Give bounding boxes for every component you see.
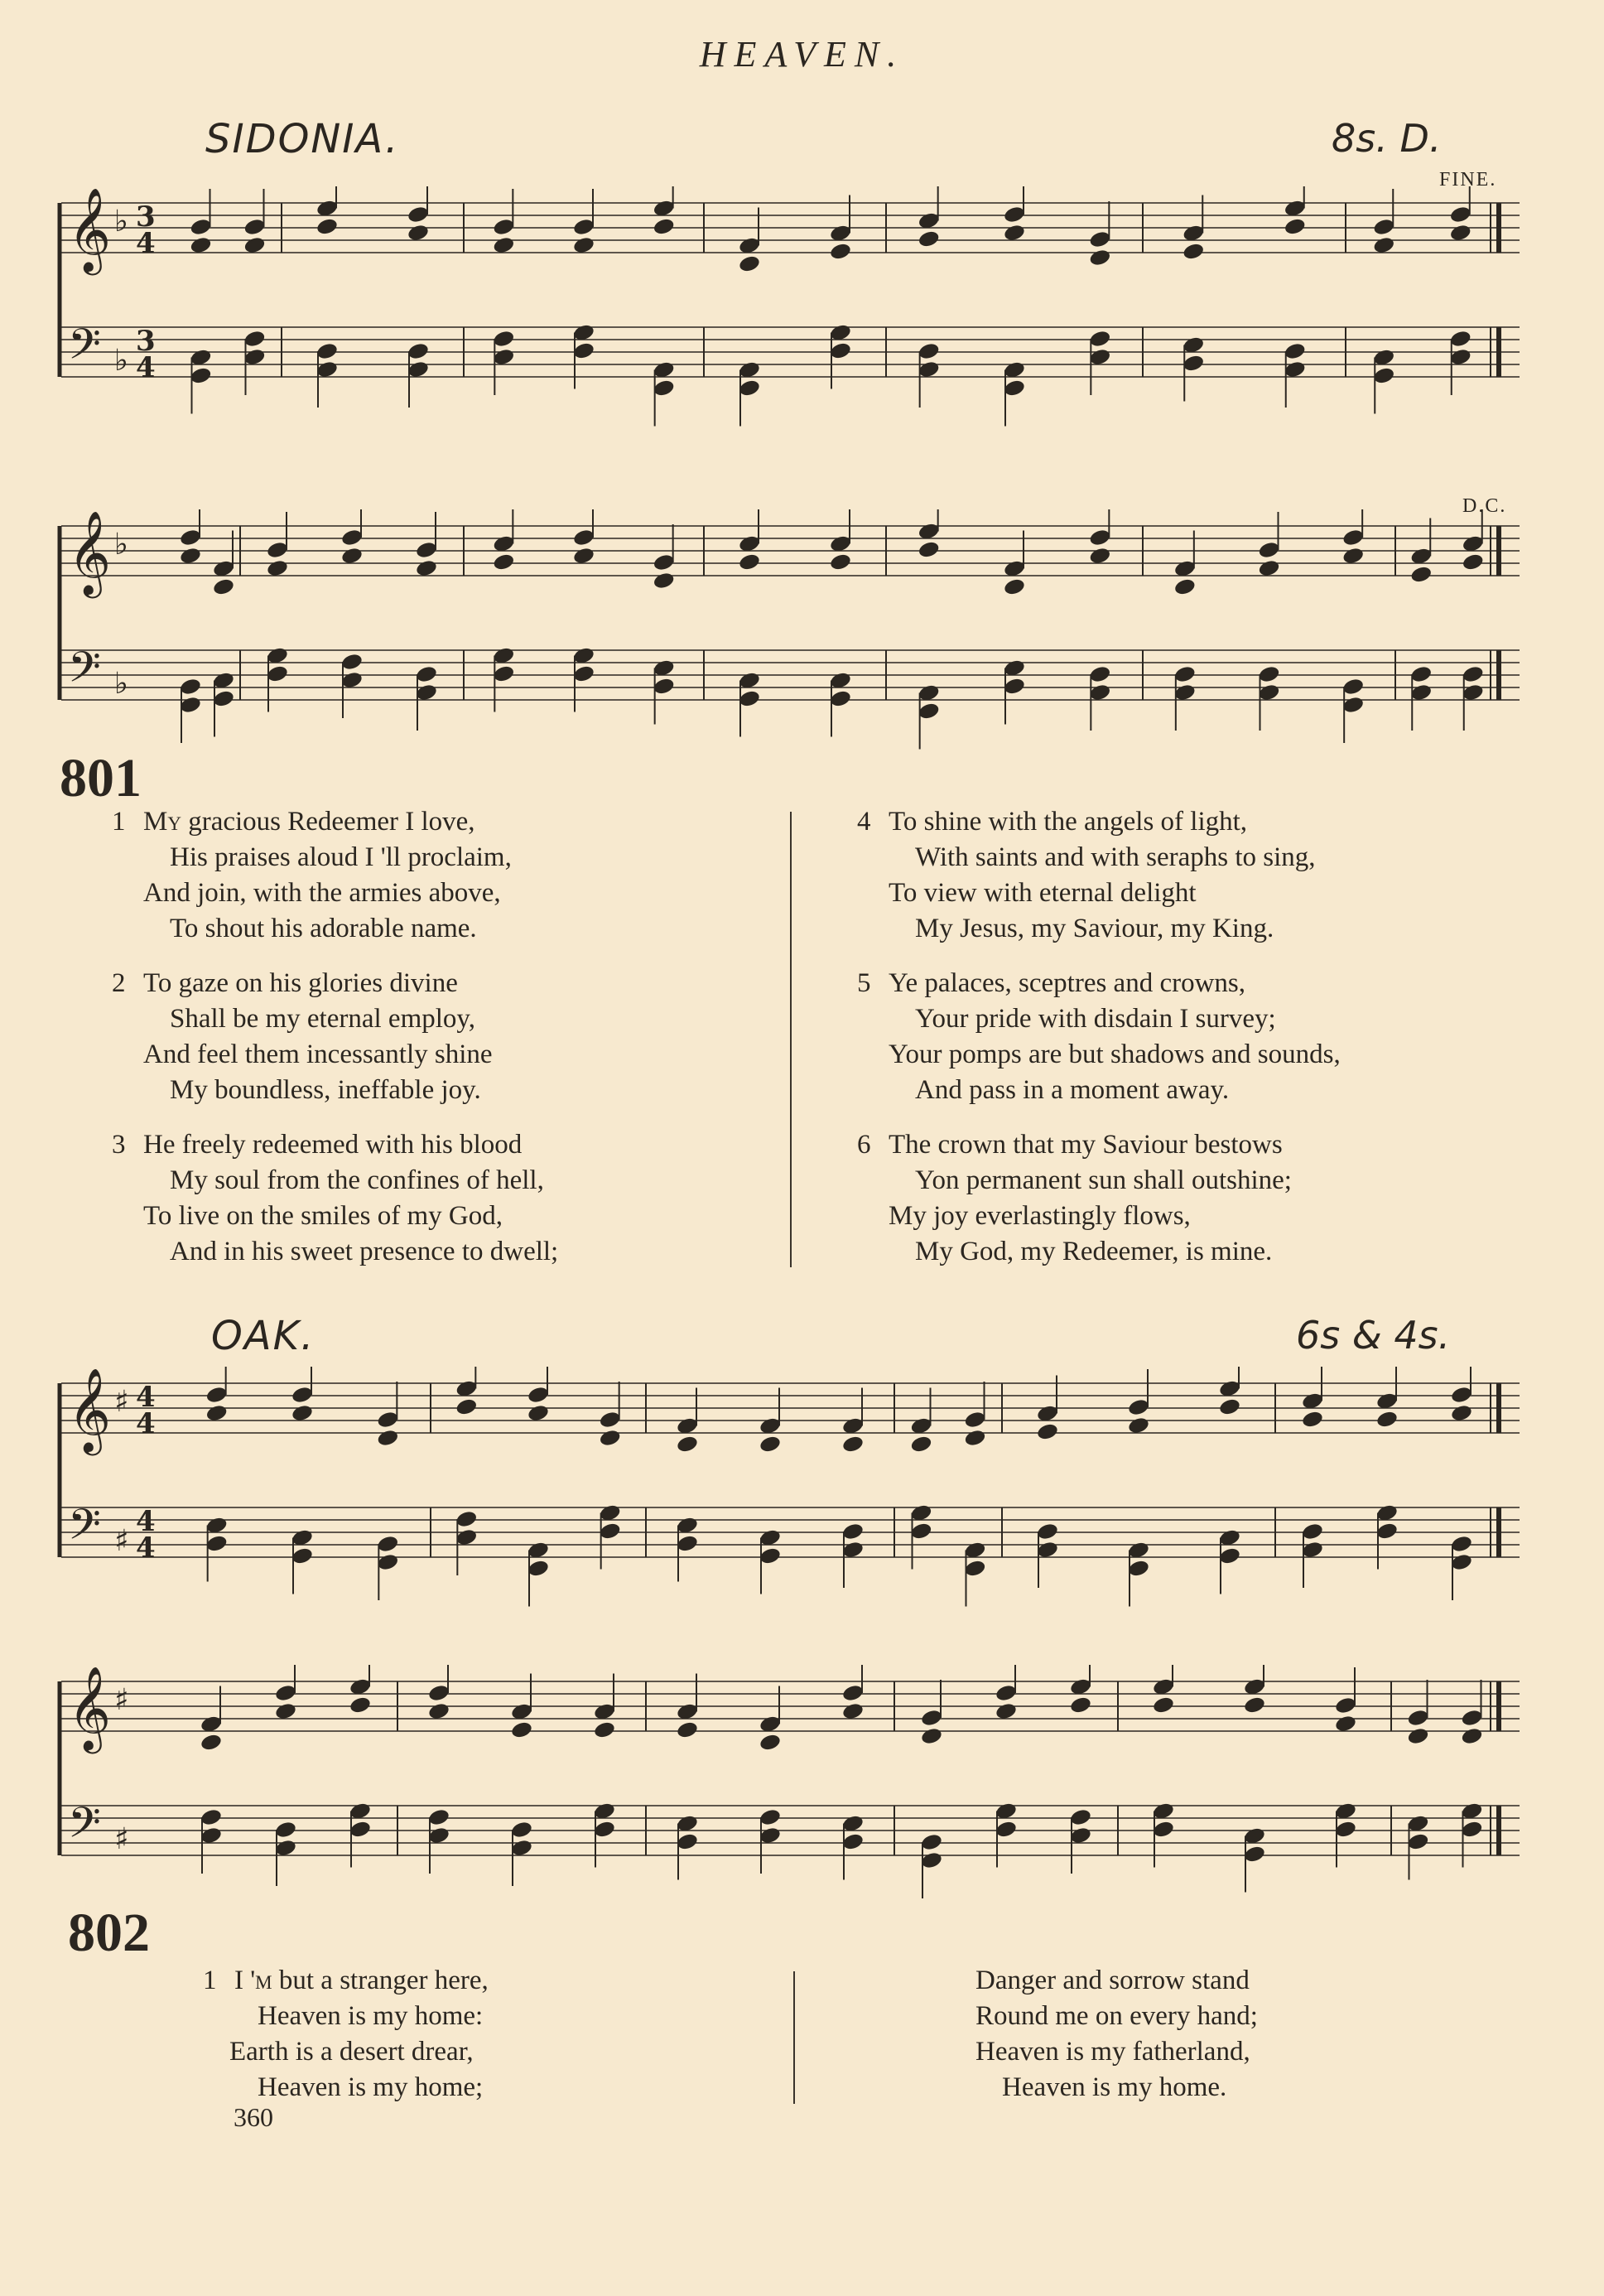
note-head <box>1334 1714 1357 1733</box>
note-head <box>274 1701 297 1720</box>
note-head <box>593 1820 616 1839</box>
note-head <box>1460 1820 1483 1839</box>
stanza-801-4 <box>857 804 1316 947</box>
note-head <box>376 1410 399 1429</box>
note-head <box>1152 1820 1175 1839</box>
note-head <box>492 217 515 236</box>
note-head <box>1182 354 1205 373</box>
note-head <box>407 205 430 224</box>
stanza-line: Heaven is my fatherland, <box>975 2037 1250 2067</box>
note-head <box>1003 379 1026 398</box>
note-head <box>920 1708 943 1727</box>
note-head <box>653 677 676 696</box>
note-head <box>593 1720 616 1739</box>
note-head <box>212 689 235 708</box>
key-signature: ♭ <box>114 344 128 378</box>
note-head <box>1462 664 1485 683</box>
note-head <box>1088 248 1111 267</box>
note-head <box>1450 1385 1473 1404</box>
note-head <box>1257 540 1280 559</box>
note-head <box>1406 1708 1429 1727</box>
stanza-number: 2 <box>112 968 126 998</box>
note-head <box>653 217 676 236</box>
tune-meter-oak: 6s & 4s. <box>1296 1313 1451 1358</box>
note-head <box>738 689 761 708</box>
note-head <box>1341 695 1365 714</box>
bass-staff <box>61 319 1520 427</box>
note-head <box>415 683 438 702</box>
note-head <box>1375 1410 1399 1429</box>
note-head <box>1088 229 1111 248</box>
stanza-line: And in his sweet presence to dwell; <box>170 1237 559 1266</box>
note-head <box>407 359 430 379</box>
treble-clef-icon: 𝄞 <box>68 509 112 595</box>
note-head <box>759 1733 782 1752</box>
note-head <box>572 217 595 236</box>
note-head <box>841 1522 865 1541</box>
note-head <box>1284 359 1307 379</box>
note-head <box>200 1733 223 1752</box>
note-head <box>407 341 430 360</box>
note-head <box>1088 329 1111 348</box>
note-head <box>316 217 339 236</box>
stanza-line: He freely redeemed with his blood <box>143 1130 523 1160</box>
note-head <box>1462 552 1485 572</box>
note-head <box>266 540 289 559</box>
note-head <box>918 359 941 379</box>
note-head <box>510 1838 533 1857</box>
note-head <box>1341 677 1365 696</box>
note-head <box>291 1403 314 1422</box>
bass-clef-icon: 𝄢 <box>68 1797 101 1858</box>
note-head <box>510 1820 533 1839</box>
note-head <box>1301 1410 1324 1429</box>
note-head <box>1036 1422 1059 1441</box>
note-head <box>1375 1522 1399 1541</box>
note-head <box>455 1397 478 1416</box>
note-head <box>455 1509 478 1528</box>
note-head <box>1152 1695 1175 1715</box>
note-head <box>340 670 364 689</box>
note-head <box>1301 1540 1324 1559</box>
note-head <box>189 235 212 254</box>
note-head <box>653 571 676 590</box>
note-head <box>1173 577 1197 596</box>
note-head <box>266 558 289 577</box>
note-head <box>759 1546 782 1565</box>
music-system-sidonia-1 <box>50 186 1532 443</box>
note-head <box>200 1807 223 1826</box>
stanza-802-2 <box>975 1963 1258 2105</box>
note-head <box>415 558 438 577</box>
bass-clef-icon: 𝄢 <box>68 319 101 379</box>
bass-staff <box>61 1797 1520 1898</box>
note-head <box>1003 577 1026 596</box>
note-head <box>1173 683 1197 702</box>
note-head <box>963 1428 986 1447</box>
stanza-801-1 <box>112 804 512 947</box>
stanza-801-2 <box>112 966 493 1108</box>
note-head <box>918 229 941 248</box>
note-head <box>212 577 235 596</box>
note-head <box>243 329 266 348</box>
note-head <box>1069 1807 1092 1826</box>
note-head <box>759 1435 782 1454</box>
note-head <box>995 1820 1018 1839</box>
note-head <box>841 1435 865 1454</box>
note-head <box>918 540 941 559</box>
treble-staff <box>61 186 1520 276</box>
note-head <box>1257 558 1280 577</box>
stanza-line: Ye palaces, sceptres and crowns, <box>889 968 1246 998</box>
music-system-sidonia-2 <box>50 509 1532 766</box>
stanza-802-1 <box>203 1963 489 2105</box>
note-head <box>189 366 212 385</box>
key-signature: ♯ <box>114 1385 129 1419</box>
note-head <box>829 242 852 261</box>
dc-mark: D.C. <box>1462 495 1507 517</box>
note-head <box>738 552 761 572</box>
note-head <box>653 379 676 398</box>
note-head <box>676 1720 699 1739</box>
stanza-801-5 <box>857 966 1341 1108</box>
note-head <box>316 341 339 360</box>
note-head <box>599 1410 622 1429</box>
note-head <box>920 1832 943 1851</box>
bass-clef-icon: 𝄢 <box>68 642 101 702</box>
note-head <box>1036 1522 1059 1541</box>
note-head <box>274 1838 297 1857</box>
bass-clef-icon: 𝄢 <box>68 1499 101 1560</box>
treble-clef-icon: 𝄞 <box>68 1367 112 1452</box>
stanza-line: And pass in a moment away. <box>915 1075 1230 1105</box>
note-head <box>1372 217 1395 236</box>
stanza-line: Your pride with disdain I survey; <box>915 1004 1276 1034</box>
stanza-line: Yon permanent sun shall outshine; <box>915 1165 1292 1195</box>
note-head <box>205 1403 229 1422</box>
page-number: 360 <box>234 2102 273 2132</box>
note-head <box>1372 366 1395 385</box>
note-head <box>1003 223 1026 242</box>
note-head <box>1450 1552 1473 1571</box>
note-head <box>920 1726 943 1745</box>
note-head <box>349 1820 372 1839</box>
note-head <box>1334 1820 1357 1839</box>
note-head <box>759 1807 782 1826</box>
stanza-line: Heaven is my home; <box>258 2072 484 2102</box>
fine-mark: FINE. <box>1439 169 1497 191</box>
note-head <box>492 347 515 366</box>
note-head <box>1069 1826 1092 1845</box>
stanza-line: Heaven is my home: <box>258 2001 484 2031</box>
note-head <box>492 552 515 572</box>
time-signature-bottom: 4 <box>136 351 156 384</box>
stanza-line: My joy everlastingly flows, <box>889 1201 1191 1231</box>
note-head <box>1088 528 1111 547</box>
note-head <box>340 652 364 671</box>
note-head <box>1243 1695 1266 1715</box>
stanza-line: And feel them incessantly shine <box>143 1039 493 1069</box>
note-head <box>1003 205 1026 224</box>
treble-clef-icon: 𝄞 <box>68 1665 112 1750</box>
note-head <box>1301 1522 1324 1541</box>
stanza-number: 1 <box>203 1966 217 1995</box>
first-word: My <box>143 807 181 837</box>
key-signature: ♯ <box>114 1524 129 1558</box>
key-signature: ♯ <box>114 1822 129 1856</box>
note-head <box>841 1683 865 1702</box>
note-head <box>205 1385 229 1404</box>
note-head <box>653 552 676 572</box>
stanza-number: 3 <box>112 1130 126 1160</box>
note-head <box>274 1683 297 1702</box>
note-head <box>243 217 266 236</box>
stanza-number: 5 <box>857 968 871 998</box>
note-head <box>1182 242 1205 261</box>
note-head <box>829 552 852 572</box>
note-head <box>189 217 212 236</box>
note-head <box>492 329 515 348</box>
stanza-line: To shout his adorable name. <box>170 914 477 943</box>
note-head <box>407 223 430 242</box>
note-head <box>1450 1403 1473 1422</box>
tune-name-sidonia: SIDONIA. <box>205 116 400 162</box>
note-head <box>738 254 761 273</box>
note-head <box>1284 217 1307 236</box>
note-head <box>415 540 438 559</box>
note-head <box>1003 677 1026 696</box>
note-head <box>1409 664 1433 683</box>
note-head <box>676 1534 699 1553</box>
note-head <box>376 1428 399 1447</box>
note-head <box>1449 205 1472 224</box>
key-signature: ♯ <box>114 1683 129 1717</box>
key-signature: ♭ <box>114 528 128 562</box>
note-head <box>841 1701 865 1720</box>
stanza-line: My boundless, ineffable joy. <box>170 1075 481 1105</box>
bass-staff <box>61 1499 1520 1607</box>
stanza-line: Earth is a desert drear, <box>229 2037 474 2067</box>
note-head <box>759 1826 782 1845</box>
hymn-number-802: 802 <box>68 1903 150 1963</box>
note-head <box>572 664 595 683</box>
note-head <box>340 528 364 547</box>
note-head <box>1334 1695 1357 1715</box>
note-head <box>995 1683 1018 1702</box>
note-head <box>427 1701 450 1720</box>
note-head <box>527 1559 550 1578</box>
note-head <box>1449 223 1472 242</box>
note-head <box>1409 565 1433 584</box>
note-head <box>1341 546 1365 565</box>
note-head <box>995 1701 1018 1720</box>
note-head <box>1257 664 1280 683</box>
note-head <box>243 235 266 254</box>
note-head <box>1088 546 1111 565</box>
treble-clef-icon: 𝄞 <box>68 186 112 272</box>
note-head <box>1036 1540 1059 1559</box>
note-head <box>527 1403 550 1422</box>
note-head <box>179 546 202 565</box>
column-divider <box>790 812 792 1267</box>
note-head <box>599 1522 622 1541</box>
time-signature-top: 3 <box>136 325 156 358</box>
note-head <box>179 677 202 696</box>
note-head <box>841 1540 865 1559</box>
stanza-line: To shine with the angels of light, <box>889 807 1248 837</box>
first-word: I 'm <box>234 1966 272 1995</box>
stanza-line: To live on the smiles of my God, <box>143 1201 503 1231</box>
note-head <box>1460 1708 1483 1727</box>
bass-staff <box>61 642 1520 750</box>
stanza-801-3 <box>112 1127 558 1270</box>
hymn-number-801: 801 <box>60 748 142 808</box>
note-head <box>415 664 438 683</box>
note-head <box>1243 1845 1266 1864</box>
note-head <box>676 1435 699 1454</box>
note-head <box>1218 1546 1241 1565</box>
stanza-line: but a stranger here, <box>278 1966 489 1995</box>
stanza-line: My Jesus, my Saviour, my King. <box>915 914 1274 943</box>
note-head <box>1173 664 1197 683</box>
note-head <box>1218 1397 1241 1416</box>
note-head <box>963 1410 986 1429</box>
note-head <box>1460 1726 1483 1745</box>
stanza-line: Shall be my eternal employ, <box>170 1004 476 1034</box>
note-head <box>455 1527 478 1546</box>
note-head <box>1069 1695 1092 1715</box>
note-head <box>1462 683 1485 702</box>
time-signature-top: 3 <box>136 200 156 234</box>
note-head <box>316 359 339 379</box>
note-head <box>572 546 595 565</box>
note-head <box>920 1850 943 1869</box>
stanza-line: My God, my Redeemer, is mine. <box>915 1237 1273 1266</box>
note-head <box>1127 1416 1150 1435</box>
tune-name-oak: OAK. <box>211 1313 316 1359</box>
note-head <box>243 347 266 366</box>
note-head <box>1088 347 1111 366</box>
time-signature-bottom: 4 <box>136 1407 156 1440</box>
treble-staff <box>61 1367 1520 1456</box>
note-head <box>179 695 202 714</box>
note-head <box>1088 664 1111 683</box>
note-head <box>266 664 289 683</box>
music-system-oak-1 <box>50 1367 1532 1623</box>
note-head <box>427 1807 450 1826</box>
note-head <box>918 341 941 360</box>
note-head <box>427 1683 450 1702</box>
stanza-line: With saints and with seraphs to sing, <box>915 842 1316 872</box>
note-head <box>1409 683 1433 702</box>
time-signature-bottom: 4 <box>136 227 156 260</box>
note-head <box>200 1826 223 1845</box>
note-head <box>1284 341 1307 360</box>
note-head <box>738 379 761 398</box>
note-head <box>599 1428 622 1447</box>
note-head <box>572 528 595 547</box>
note-head <box>1341 528 1365 547</box>
key-signature: ♭ <box>114 667 128 701</box>
note-head <box>510 1720 533 1739</box>
stanza-line: gracious Redeemer I love, <box>188 807 475 837</box>
note-head <box>963 1559 986 1578</box>
stanza-line: To gaze on his glories divine <box>143 968 458 998</box>
note-head <box>492 664 515 683</box>
note-head <box>918 702 941 721</box>
note-head <box>1088 683 1111 702</box>
note-head <box>1372 235 1395 254</box>
note-head <box>205 1534 229 1553</box>
note-head <box>572 341 595 360</box>
note-head <box>1127 1559 1150 1578</box>
running-head: HEAVEN. <box>699 34 905 75</box>
column-divider-802 <box>793 1971 795 2104</box>
note-head <box>349 1695 372 1715</box>
music-system-oak-2 <box>50 1665 1532 1922</box>
note-head <box>527 1385 550 1404</box>
note-head <box>829 341 852 360</box>
note-head <box>572 235 595 254</box>
stanza-number: 6 <box>857 1130 871 1160</box>
stanza-line: The crown that my Saviour bestows <box>889 1130 1283 1160</box>
stanza-801-6 <box>857 1127 1292 1270</box>
time-signature-top: 4 <box>136 1505 156 1538</box>
stanza-line: Heaven is my home. <box>1002 2072 1227 2102</box>
stanza-line: His praises aloud I 'll proclaim, <box>170 842 512 872</box>
stanza-number: 1 <box>112 807 126 837</box>
note-head <box>291 1546 314 1565</box>
stanza-line: Round me on every hand; <box>975 2001 1258 2031</box>
note-head <box>340 546 364 565</box>
stanza-line: Your pomps are but shadows and sounds, <box>889 1039 1341 1069</box>
note-head <box>909 1435 932 1454</box>
note-head <box>376 1552 399 1571</box>
tune-meter-sidonia: 8s. D. <box>1332 116 1442 161</box>
key-signature: ♭ <box>114 205 128 239</box>
stanza-number: 4 <box>857 807 871 837</box>
note-head <box>1406 1726 1429 1745</box>
note-head <box>676 1832 699 1851</box>
note-head <box>829 689 852 708</box>
note-head <box>909 1522 932 1541</box>
note-head <box>376 1534 399 1553</box>
stanza-line: To view with eternal delight <box>889 878 1197 908</box>
note-head <box>427 1826 450 1845</box>
note-head <box>291 1385 314 1404</box>
note-head <box>1406 1832 1429 1851</box>
stanza-line: And join, with the armies above, <box>143 878 501 908</box>
note-head <box>1450 1534 1473 1553</box>
stanza-line: My soul from the confines of hell, <box>170 1165 544 1195</box>
note-head <box>1449 329 1472 348</box>
time-signature-bottom: 4 <box>136 1531 156 1565</box>
note-head <box>1449 347 1472 366</box>
note-head <box>492 235 515 254</box>
treble-staff <box>61 1665 1520 1754</box>
note-head <box>274 1820 297 1839</box>
time-signature-top: 4 <box>136 1381 156 1414</box>
note-head <box>1127 1397 1150 1416</box>
note-head <box>179 528 202 547</box>
treble-staff <box>61 509 1520 599</box>
stanza-line: Danger and sorrow stand <box>975 1966 1250 1995</box>
note-head <box>1257 683 1280 702</box>
note-head <box>841 1832 865 1851</box>
